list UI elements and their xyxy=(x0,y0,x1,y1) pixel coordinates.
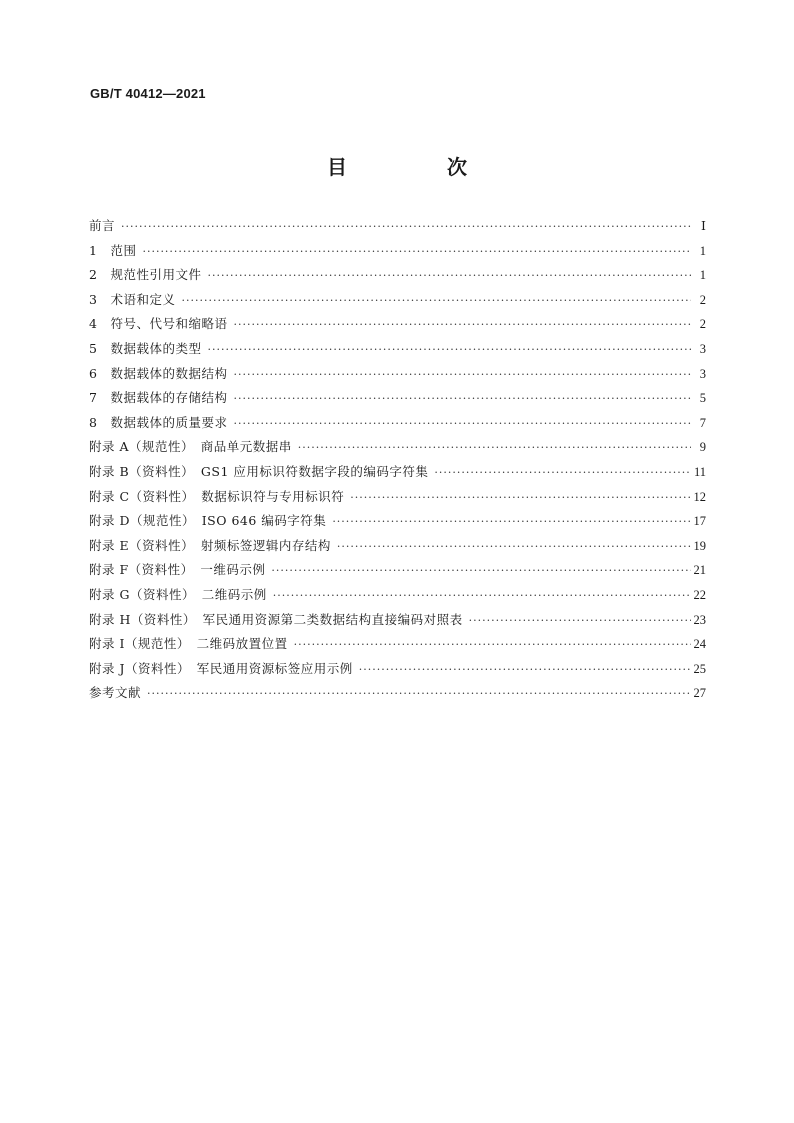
toc-entry-label: 6 数据载体的数据结构 xyxy=(89,365,228,381)
toc-entry[interactable] xyxy=(89,312,706,337)
document-id: GB/T 40412—2021 xyxy=(90,86,206,101)
toc-entry-label: 附录 C（资料性） 数据标识符与专用标识符 xyxy=(89,488,345,504)
toc-leader-dots xyxy=(233,313,691,338)
toc-page-number: 7 xyxy=(699,415,706,430)
toc-entry-label: 8 数据载体的质量要求 xyxy=(89,414,228,430)
toc-page-number: 2 xyxy=(699,292,706,307)
toc-entry-label: 附录 D（规范性） ISO 646 编码字符集 xyxy=(89,513,327,529)
toc-leader-dots xyxy=(273,584,691,609)
toc-page-number: Ⅰ xyxy=(701,219,706,233)
toc-entry[interactable] xyxy=(89,435,706,460)
toc-entry[interactable] xyxy=(89,632,706,657)
toc-entry-label: 3 术语和定义 xyxy=(89,291,176,307)
toc-entry-label: 7 数据载体的存储结构 xyxy=(89,390,228,406)
toc-entry[interactable] xyxy=(89,386,706,411)
toc-leader-dots xyxy=(434,461,691,486)
toc-entry[interactable] xyxy=(89,657,706,682)
toc-entry[interactable] xyxy=(89,509,706,534)
toc-entry-label: 5 数据载体的类型 xyxy=(89,340,202,356)
toc-entry[interactable] xyxy=(89,583,706,608)
toc-entry-label: 2 规范性引用文件 xyxy=(89,267,202,283)
page-title: 目 次 xyxy=(327,155,507,179)
toc-page-number: 3 xyxy=(699,366,706,381)
toc-page-number: 22 xyxy=(693,587,706,602)
toc-leader-dots xyxy=(181,289,691,314)
toc-entry[interactable] xyxy=(89,608,706,633)
toc-entry[interactable] xyxy=(89,239,706,264)
toc-page-number: 5 xyxy=(699,391,706,406)
toc-entry[interactable] xyxy=(89,214,706,239)
toc-entry-label: 1 范围 xyxy=(89,242,137,258)
toc-leader-dots xyxy=(271,559,690,584)
toc-page-number: 19 xyxy=(693,538,706,553)
toc-leader-dots xyxy=(332,510,690,535)
toc-page-number: 27 xyxy=(693,686,706,701)
toc-entry-label: 附录 E（资料性） 射频标签逻辑内存结构 xyxy=(89,537,331,553)
toc-entry[interactable] xyxy=(89,411,706,436)
toc-page-number: 1 xyxy=(699,243,706,258)
toc-page-number: 3 xyxy=(699,341,706,356)
toc-entry-label: 附录 A（规范性） 商品单元数据串 xyxy=(89,439,292,455)
toc-entry[interactable] xyxy=(89,337,706,362)
toc-entry-label: 附录 G（资料性） 二维码示例 xyxy=(89,586,267,602)
toc-entry-label: 附录 B（资料性） GS1 应用标识符数据字段的编码字符集 xyxy=(89,463,429,479)
toc-page-number: 12 xyxy=(693,489,706,504)
table-of-contents xyxy=(89,214,706,706)
toc-entry[interactable] xyxy=(89,460,706,485)
toc-leader-dots xyxy=(121,215,691,240)
toc-leader-dots xyxy=(350,486,690,511)
toc-page-number: 2 xyxy=(699,317,706,332)
toc-entry[interactable] xyxy=(89,558,706,583)
toc-leader-dots xyxy=(298,436,691,461)
toc-entry-label: 4 符号、代号和缩略语 xyxy=(89,316,228,332)
toc-leader-dots xyxy=(142,240,691,265)
toc-entry-label: 附录 F（资料性） 一维码示例 xyxy=(89,562,266,578)
toc-leader-dots xyxy=(359,658,691,683)
toc-page-number: 21 xyxy=(693,563,706,578)
toc-entry-label: 附录 H（资料性） 军民通用资源第二类数据结构直接编码对照表 xyxy=(89,611,463,627)
toc-page-number: 23 xyxy=(693,612,706,627)
toc-entry[interactable] xyxy=(89,485,706,510)
toc-leader-dots xyxy=(233,412,691,437)
toc-page-number: 25 xyxy=(693,661,706,676)
toc-leader-dots xyxy=(207,264,691,289)
toc-leader-dots xyxy=(147,682,690,707)
toc-page-number: 9 xyxy=(699,440,706,455)
toc-entry[interactable] xyxy=(89,362,706,387)
toc-leader-dots xyxy=(294,633,691,658)
toc-leader-dots xyxy=(233,387,691,412)
toc-entry-label: 附录 I（规范性） 二维码放置位置 xyxy=(89,636,288,652)
toc-page-number: 11 xyxy=(693,464,706,479)
toc-entry[interactable] xyxy=(89,263,706,288)
toc-page-number: 17 xyxy=(693,514,706,529)
toc-entry[interactable] xyxy=(89,288,706,313)
toc-leader-dots xyxy=(469,609,691,634)
toc-leader-dots xyxy=(233,363,691,388)
toc-leader-dots xyxy=(207,338,691,363)
toc-leader-dots xyxy=(337,535,691,560)
toc-entry[interactable] xyxy=(89,681,706,706)
toc-entry-label: 附录 J（资料性） 军民通用资源标签应用示例 xyxy=(89,660,353,676)
toc-entry-label: 前言 xyxy=(89,218,116,233)
toc-page-number: 1 xyxy=(699,268,706,283)
toc-entry-label: 参考文献 xyxy=(89,685,142,701)
toc-page-number: 24 xyxy=(693,637,706,652)
toc-entry[interactable] xyxy=(89,534,706,559)
